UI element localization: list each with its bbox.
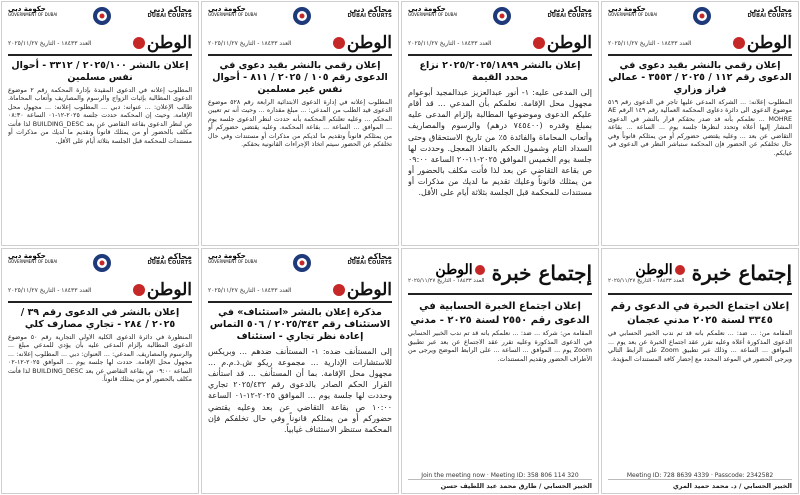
paper-masthead — [208, 279, 392, 303]
notice-card — [1, 1, 199, 246]
notice-body: المقامة من: ... ضد: ... نعلمكم بأنه قد تم ندب الخبير الحسابي في الدعوى المذكورة أعلاه وعليه تقرر عقد اجتماع الخبرة عن بعد يوم ... الموافق ... الساعة ... وذلك عبر تطبيق Zoom على الرابط التالي ويرجى الحضور في الموعد المحدد مع إحضار كافة المستندات المؤيدة. — [608, 330, 792, 363]
issue-info: العدد ١٨٤٣٣ - التاريخ ٢٠٢٥/١١/٢٧ — [208, 39, 292, 47]
notice-title: مذكرة إعلان بالنشر «استئناف» في الاستئناف رقم ٢٠٢٥/٣٤٣ / ٥٠٦ التماس إعادة نظر تجاري - استئناف — [209, 307, 391, 342]
paper-masthead — [408, 32, 592, 56]
notice-body: المطلوب إعلانه: ... الشركة المدعى عليها تاجر في الدعوى رقم ٥١٩ موضوع الدعوى الى دائرة دعاوى المحكمة العمالية رقم ١٤٩ الرقم AE MOHRE ... نعلمكم بأنه قد صدر بحقكم قرار بالنشر في الدعوى المشار إليها أعلاه وتحدد لنظرها جلسة يوم ... الساعة ... بقاعة التقاضي عن بعد ... وعليه يقتضي حضوركم أو من يمثلكم قانوناً وفي حال تخلفكم عن الحضور فإن المحكمة ستباشر النظر في الدعوى في غيابكم. — [608, 98, 792, 157]
notice-body: المقامة من: شركة ... ضد: ... نعلمكم بأنه قد تم ندب الخبير الحسابي في الدعوى المذكورة وعليه تقرر عقد الاجتماع عن بعد عبر تطبيق Zoom يوم ... الموافق ... الساعة ... على الرابط الموضح ويرجى من الأطراف الحضور وتقديم المستندات. — [408, 330, 592, 363]
expert-masthead — [408, 253, 592, 295]
expert-notice-card — [601, 248, 799, 494]
expert-meeting-heading: إجتماع خبرة — [491, 261, 592, 285]
notice-card — [1, 248, 199, 494]
notice-card — [201, 248, 399, 494]
notice-title: إعلان رقمي بالنشر بقيد دعوى في الدعوى رقم ١١٢ / ٢٠٢٥ / ٣٥٥٣ - عمالي فراز وزاري — [608, 60, 792, 95]
expert-masthead — [608, 253, 792, 295]
notice-body: المطلوب إعلانه في إدارة الدعوى الابتدائية الرابعة رقم ٥٢٨ موضوع الدعوى قيد الطلب من المدعي: ... مبلغ مقداره ... وحيث أنه تم تعيين المحكم ... وعليه تعلنكم المحكمة بأنه حددت لنظر الدعوى جلسة يوم ... الموافق ... الساعة ... بقاعة المحكمة. وعليه يقتضي حضوركم أو من يمثلكم قانوناً وتقديم ما لديكم من مذكرات أو مستندات وفي حال تخلفكم عن الحضور سيتم اتخاذ الإجراءات القانونية بحقكم. — [208, 98, 392, 149]
notice-body: المطلوب إعلانه في الدعوى المقيدة بإدارة المحكمة رقم ٢ موضوع الدعوى المطالبة بإثبات الزواج والرسوم والمصاريف وأتعاب المحاماة. طالب الإعلان: ... عنوانه: دبي ... المطلوب إعلانه: ... مجهول محل الإقامة. وحيث إن المحكمة حددت جلسة ٢٠٢٥-١٢-٠١ الساعة ٠٨:٣٠ ص لنظر الدعوى بقاعة التقاضي عن بعد BUILDING_DESC لذا فأنت مكلف بالحضور أو من يمثلك قانوناً وتقديم ما لديك من مذكرات أو مستندات للمحكمة قبل الجلسة بثلاثة أيام على الأقل. — [8, 86, 192, 145]
issue-info: العدد ١٨٤٣٣ - التاريخ ٢٠٢٥/١١/٢٧ — [408, 278, 485, 284]
notice-title: إعلان اجتماع الخبرة الحسابية في الدعوى رقم ٢٥٥٠ لسنة ٢٠٢٥ - مدني — [410, 301, 590, 326]
government-label: حكومة دبي GOVERNMENT OF DUBAI — [408, 5, 458, 17]
courts-header — [408, 6, 592, 28]
dubai-crest-icon — [92, 253, 112, 273]
al-watan-seal-icon — [533, 37, 545, 49]
courts-header — [208, 6, 392, 28]
dubai-courts-label: محاكم دبي DUBAI COURTS — [547, 5, 592, 19]
paper-masthead — [8, 32, 192, 56]
notice-title: إعلان رقمي بالنشر بقيد دعوى في الدعوى رقم ١٠٥ / ٢٠٢٥ / ٨١١ - أحوال نفس غير مسلمين — [212, 60, 388, 95]
al-watan-logo: الوطن — [333, 280, 392, 300]
al-watan-logo: الوطن — [333, 33, 392, 53]
issue-info: العدد ١٨٤٣٣ - التاريخ ٢٠٢٥/١١/٢٧ — [8, 39, 92, 47]
issue-info: العدد ١٨٤٣٣ - التاريخ ٢٠٢٥/١١/٢٧ — [208, 286, 292, 294]
dubai-courts-label: محاكم دبي DUBAI COURTS — [147, 252, 192, 266]
notice-body: إلى المدعى عليه: ١- أنور عبدالعزيز عبدالمجيد أبوعوام مجهول محل الإقامة. نعلمكم بأن المدعي ... قد أقام عليكم الدعوى وموضوعها المطالبة بإلزام المدعى عليه بمبلغ وقدره (٧٤٥٤٠٠ درهم) والرسوم والمصاريف وأتعاب المحاماة والفائدة ٥٪ من تاريخ الاستحقاق وحتى السداد التام وشمول الحكم بالنفاذ المعجل. وحددت لها جلسة يوم الخميس الموافق ٢٠٢٥-١١-٢٠ الساعة ٠٩:٠٠ ص بقاعة التقاضي عن بعد لذا فأنت مكلف بالحضور أو من يمثلك قانوناً وعليك تقديم ما لديك من مذكرات أو مستندات للمحكمة قبل الجلسة بثلاثة أيام على الأقل. — [408, 87, 592, 198]
courts-header — [608, 6, 792, 28]
courts-header — [8, 253, 192, 275]
courts-header — [208, 253, 392, 275]
meeting-details: Meeting ID: 728 8639 4339 · Passcode: 2342582 — [626, 472, 774, 479]
courts-header — [8, 6, 192, 28]
dubai-courts-label: محاكم دبي DUBAI COURTS — [347, 252, 392, 266]
notice-title: إعلان بالنشر ٢٠٢٥/١٠٠ / ٣٣١٢ - أحوال نفس مسلمين — [11, 60, 189, 83]
paper-masthead — [208, 32, 392, 56]
expert-signature: الخبير الحسابي / طارق محمد عبد اللطيف حسن — [408, 479, 592, 490]
al-watan-logo: الوطن — [533, 33, 592, 53]
al-watan-seal-icon — [133, 284, 145, 296]
expert-signature: الخبير الحسابي / د. محمد حميد المري — [608, 479, 792, 490]
dubai-crest-icon — [692, 6, 712, 26]
government-label: حكومة دبي GOVERNMENT OF DUBAI — [208, 5, 258, 17]
notice-card — [201, 1, 399, 246]
expert-notice-card — [401, 248, 599, 494]
notice-title: إعلان بالنشر ٢٠٢٥/٢٠٢٥/١٨٩٩ نزاع محدد القيمة — [419, 60, 581, 83]
al-watan-seal-icon — [133, 37, 145, 49]
dubai-courts-label: محاكم دبي DUBAI COURTS — [147, 5, 192, 19]
al-watan-logo: الوطن — [408, 262, 485, 278]
issue-info: العدد ١٨٤٣٣ - التاريخ ٢٠٢٥/١١/٢٧ — [608, 39, 692, 47]
al-watan-seal-icon — [675, 265, 685, 275]
expert-meeting-heading: إجتماع خبرة — [691, 261, 792, 285]
al-watan-seal-icon — [333, 284, 345, 296]
al-watan-seal-icon — [333, 37, 345, 49]
al-watan-logo: الوطن — [608, 262, 685, 278]
notice-body: المنظورة في دائرة الدعوى الكلية الأولى التجارية رقم ٥٠ موضوع الدعوى المطالبة بإلزام المدعى عليه بأن يؤدي للمدعي مبلغ ... والرسوم والمصاريف. المدعي: ... العنوان: دبي ... المطلوب إعلانه: ... مجهول محل الإقامة. حددت لها جلسة يوم ... الموافق ٢٠٢٥-١٢-٠٢ الساعة ٠٩:٠٠ ص بقاعة التقاضي عن بعد BUILDING_DESC لذا فأنت مكلف بالحضور أو من يمثلك قانوناً. — [8, 333, 192, 384]
notice-card — [601, 1, 799, 246]
dubai-crest-icon — [292, 6, 312, 26]
al-watan-seal-icon — [475, 265, 485, 275]
dubai-crest-icon — [92, 6, 112, 26]
notice-title: إعلان اجتماع الخبرة في الدعوى رقم ٣٣٤٥ لسنة ٢٠٢٥ مدني عجمان — [610, 301, 790, 326]
dubai-courts-label: محاكم دبي DUBAI COURTS — [347, 5, 392, 19]
dubai-crest-icon — [292, 253, 312, 273]
issue-info: العدد ١٨٤٣٣ - التاريخ ٢٠٢٥/١١/٢٧ — [8, 286, 92, 294]
al-watan-logo: الوطن — [733, 33, 792, 53]
dubai-courts-label: محاكم دبي DUBAI COURTS — [747, 5, 792, 19]
al-watan-seal-icon — [733, 37, 745, 49]
paper-masthead — [608, 32, 792, 56]
al-watan-logo: الوطن — [133, 33, 192, 53]
notice-body: إلى المستأنف ضده: ١- المستأنف ضدهم ... وبريكس للاستشارات الإدارية ... مجموعة ريكو ش.ذ.م.م ... مجهول محل الإقامة. بما أن المستأنف ... قد استأنف القرار الحكم الصادر بالدعوى رقم ٢٠٢٥/٤٣٢ تجاري وحددت لها جلسة يوم ... الموافق ٢٠٢٥-١٢-٠١ الساعة ١٠:٠٠ ص بقاعة التقاضي عن بعد وعليه يقتضي حضوركم أو من يمثلكم قانوناً وفي حال تخلفكم فإن المحكمة ستنظر الاستئناف غيابياً. — [208, 346, 392, 434]
meeting-details: Join the meeting now · Meeting ID: 358 806 114 320 — [421, 472, 579, 479]
al-watan-logo: الوطن — [133, 280, 192, 300]
government-label: حكومة دبي GOVERNMENT OF DUBAI — [8, 5, 58, 17]
notice-card — [401, 1, 599, 246]
government-label: حكومة دبي GOVERNMENT OF DUBAI — [608, 5, 658, 17]
paper-masthead — [8, 279, 192, 303]
government-label: حكومة دبي GOVERNMENT OF DUBAI — [8, 252, 58, 264]
issue-info: العدد ١٨٤٣٣ - التاريخ ٢٠٢٥/١١/٢٧ — [608, 278, 685, 284]
notice-title: إعلان بالنشر في الدعوى رقم ٣٩ / ٢٠٢٥ / ٢٨٤ - تجاري مصارف كلي — [20, 307, 180, 330]
dubai-crest-icon — [492, 6, 512, 26]
issue-info: العدد ١٨٤٣٣ - التاريخ ٢٠٢٥/١١/٢٧ — [408, 39, 492, 47]
government-label: حكومة دبي GOVERNMENT OF DUBAI — [208, 252, 258, 264]
